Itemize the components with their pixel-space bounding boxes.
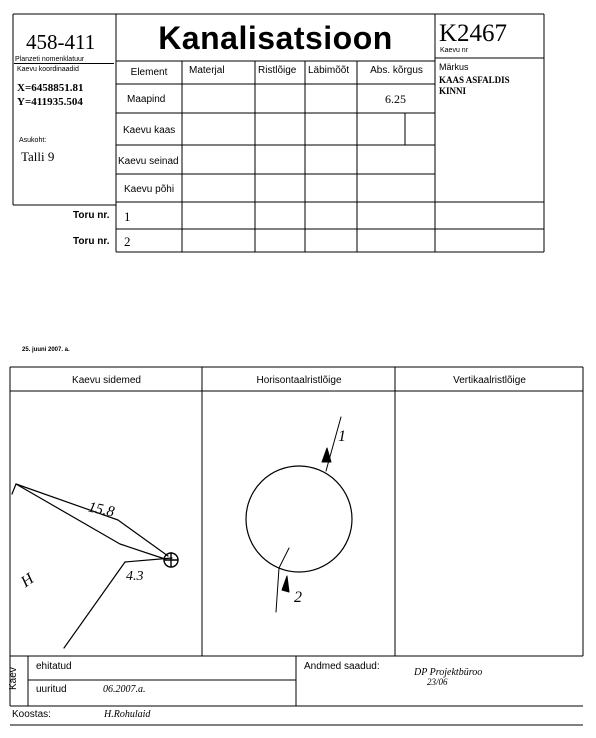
- col-abs-height: Abs. kõrgus: [370, 65, 423, 76]
- notes-label: Märkus: [439, 62, 469, 72]
- col-cross-section: Ristlõige: [258, 65, 297, 76]
- row-well-bottom: Kaevu põhi: [124, 184, 175, 195]
- surveyed-label: uuritud: [36, 684, 67, 695]
- data-source-label: Andmed saadud:: [304, 661, 380, 672]
- sheet-number: 458-411: [26, 30, 96, 54]
- well-label: Kaevu nr: [440, 47, 469, 54]
- row-well-cover: Kaevu kaas: [123, 125, 176, 136]
- notes-line-1: KAAS ASFALDIS: [439, 75, 510, 85]
- pipe-number-2: 2: [294, 589, 302, 606]
- sheet-label: Planzeti nomenklatuur: [15, 56, 85, 63]
- col-element: Element: [130, 67, 168, 78]
- data-source-value: DP Projektbüroo: [414, 667, 483, 678]
- pipe-number-1: 1: [338, 428, 346, 445]
- sheet-divider: [14, 63, 114, 64]
- pipe-label-2: Toru nr.: [73, 236, 110, 247]
- x-coordinate: X=6458851.81: [17, 82, 84, 94]
- section-ties: Kaevu sidemed: [72, 375, 141, 386]
- tie-distance-1: 15.8: [86, 499, 116, 521]
- col-material: Materjal: [189, 65, 225, 76]
- building-mark: H: [17, 570, 38, 591]
- row-ground-abs: 6.25: [385, 92, 406, 106]
- pipe-label-1: Toru nr.: [73, 210, 110, 221]
- row-ground: Maapind: [127, 94, 166, 105]
- author-value: H.Rohulaid: [104, 709, 151, 720]
- pipe-value-2: 2: [124, 234, 131, 249]
- col-diameter: Läbimõõt: [308, 65, 350, 76]
- built-label: ehitatud: [36, 661, 72, 672]
- author-label: Koostas:: [12, 709, 51, 720]
- footer-side-label: Kaev: [8, 667, 19, 690]
- section-horizontal: Horisontaalristlõige: [256, 375, 342, 386]
- location-label: Asukoht:: [19, 137, 47, 144]
- date-line: 25. juuni 2007. a.: [22, 347, 70, 353]
- row-well-walls: Kaevu seinad: [118, 156, 179, 167]
- location-value: Talli 9: [21, 149, 55, 164]
- notes-line-2: KINNI: [439, 86, 467, 96]
- tie-distance-2: 4.3: [126, 569, 144, 584]
- card-title: Kanalisatsioon: [158, 20, 393, 56]
- well-number: K2467: [439, 20, 508, 47]
- coord-label: Kaevu koordinaadid: [17, 66, 79, 73]
- data-source-date: 23/06: [427, 677, 448, 687]
- y-coordinate: Y=411935.504: [17, 96, 83, 108]
- pipe-value-1: 1: [124, 209, 131, 224]
- surveyed-value: 06.2007.a.: [103, 684, 146, 695]
- section-vertical: Vertikaalristlõige: [453, 375, 526, 386]
